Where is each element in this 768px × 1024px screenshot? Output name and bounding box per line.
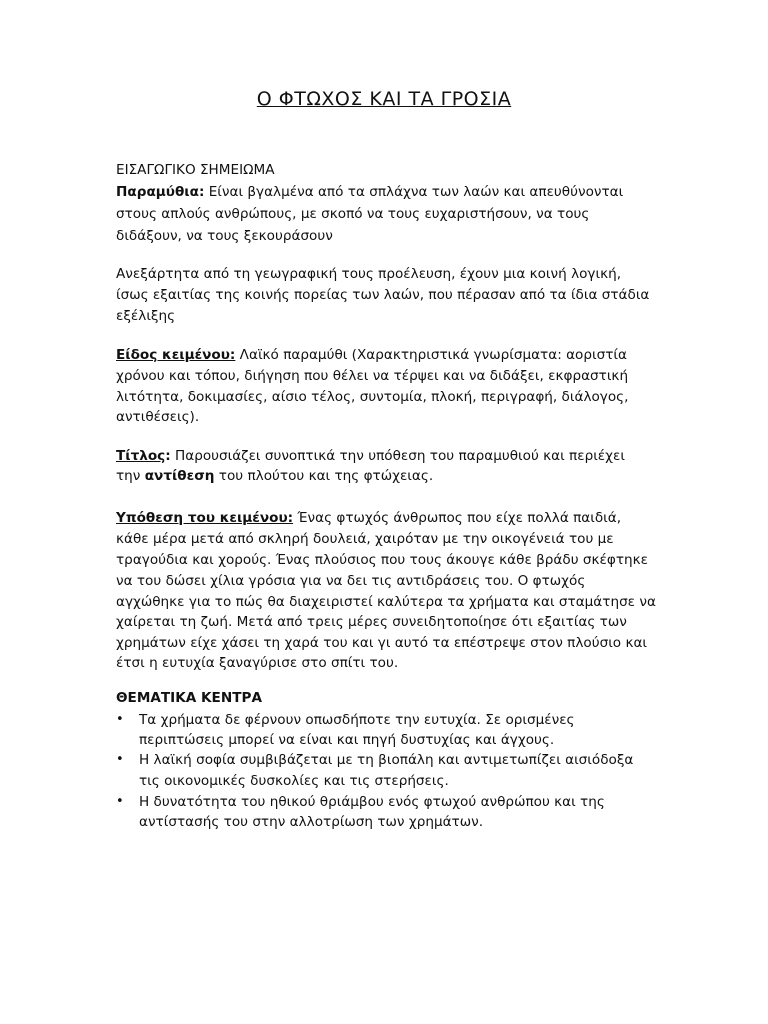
plot-line-4: να του δώσει χίλια γρόσια για να δει τις αντιδράσεις του. Ο φτωχός: [116, 573, 586, 589]
plot-line-5: αγχώθηκε για το πώς θα διαχειριστεί καλύτερα τα χρήματα και σταμάτησε να: [116, 594, 656, 610]
plot-line-2: κάθε μέρα μετά από σκληρή δουλειά, χαιρόταν με την οικογένειά του με: [116, 531, 614, 547]
plot-text-1: Ένας φτωχός άνθρωπος που είχε πολλά παιδιά,: [293, 510, 622, 526]
themes-heading: ΘΕΜΑΤΙΚΑ ΚΕΝΤΡΑ: [116, 690, 262, 706]
genre-text-1: Λαϊκό παραμύθι (Χαρακτηριστικά γνωρίσματα: αοριστία: [235, 347, 627, 363]
plot-line-1: [116, 508, 656, 528]
fairy-tales-label: Παραμύθια:: [116, 184, 205, 200]
origin-line-3: εξέλιξης: [116, 308, 176, 324]
genre-line-3: λιτότητα, δοκιμασίες, αίσιο τέλος, συντομία, πλοκή, περιγραφή, διάλογος,: [116, 389, 629, 405]
bullet-3: •: [116, 794, 124, 809]
genre-line-1: [116, 345, 656, 365]
intro-heading: ΕΙΣΑΓΩΓΙΚΟ ΣΗΜΕΙΩΜΑ: [116, 162, 275, 178]
intro-line-3: διδάξουν, να τους ξεκουράσουν: [116, 228, 333, 244]
plot-line-6: χαίρεται τη ζωή. Μετά από τρεις μέρες συνειδητοποίησε ότι εξαιτίας των: [116, 614, 627, 630]
title-text-2a: την: [116, 468, 145, 484]
genre-label: Είδος κειμένου:: [116, 347, 236, 363]
title-colon: :: [165, 448, 171, 464]
theme-3-line-2: αντίστασής του στην αλλοτρίωση των χρημάτων.: [139, 814, 484, 830]
theme-2-line-1: Η λαϊκή σοφία συμβιβάζεται με τη βιοπάλη και αντιμετωπίζει αισιόδοξα: [139, 752, 634, 768]
title-para-line-2: [116, 466, 656, 486]
origin-line-1: Ανεξάρτητα από τη γεωγραφική τους προέλευση, έχουν μια κοινή λογική,: [116, 266, 622, 282]
document-title: Ο ΦΤΩΧΟΣ ΚΑΙ ΤΑ ΓΡΟΣΙΑ: [256, 88, 512, 110]
theme-2-line-2: τις οικονομικές δυσκολίες και τις στερήσεις.: [139, 773, 449, 789]
intro-text-1: Είναι βγαλμένα από τα σπλάχνα των λαών και απευθύνονται: [204, 184, 624, 200]
title-label: Τίτλος: [116, 448, 166, 464]
intro-line-2: στους απλούς ανθρώπους, με σκοπό να τους ευχαριστήσουν, να τους: [116, 206, 590, 222]
genre-line-2: χρόνου και τόπου, διήγηση που θέλει να τέρψει και να διδάξει, εκφραστική: [116, 368, 629, 384]
antithesis-word: αντίθεση: [144, 468, 215, 484]
plot-line-3: τραγούδια και χορούς. Ένας πλούσιος που τους άκουγε κάθε βράδυ σκέφτηκε: [116, 552, 648, 568]
plot-label: Υπόθεση του κειμένου:: [116, 510, 294, 526]
plot-line-7: χρημάτων είχε χάσει τη χαρά του και γι αυτό τα επέστρεψε στον πλούσιο και: [116, 635, 648, 651]
title-text-1: Παρουσιάζει συνοπτικά την υπόθεση του παραμυθιού και περιέχει: [170, 448, 625, 464]
title-text-2b: του πλούτου και της φτώχειας.: [214, 468, 434, 484]
plot-line-8: έτσι η ευτυχία ξαναγύρισε στο σπίτι του.: [116, 655, 399, 671]
bullet-1: •: [116, 712, 124, 727]
bullet-2: •: [116, 752, 124, 767]
theme-1-line-1: Τα χρήματα δε φέρνουν οπωσδήποτε την ευτυχία. Σε ορισμένες: [139, 712, 575, 728]
genre-line-4: αντιθέσεις).: [116, 409, 200, 425]
theme-3-line-1: Η δυνατότητα του ηθικού θριάμβου ενός φτωχού ανθρώπου και της: [139, 794, 605, 810]
title-para-line-1: [116, 446, 656, 466]
intro-line-1: [116, 182, 656, 202]
origin-line-2: ίσως εξαιτίας της κοινής πορείας των λαών, που πέρασαν από τα ίδια στάδια: [116, 287, 650, 303]
theme-1-line-2: περιπτώσεις μπορεί να είναι και πηγή δυστυχίας και άγχους.: [139, 732, 555, 748]
